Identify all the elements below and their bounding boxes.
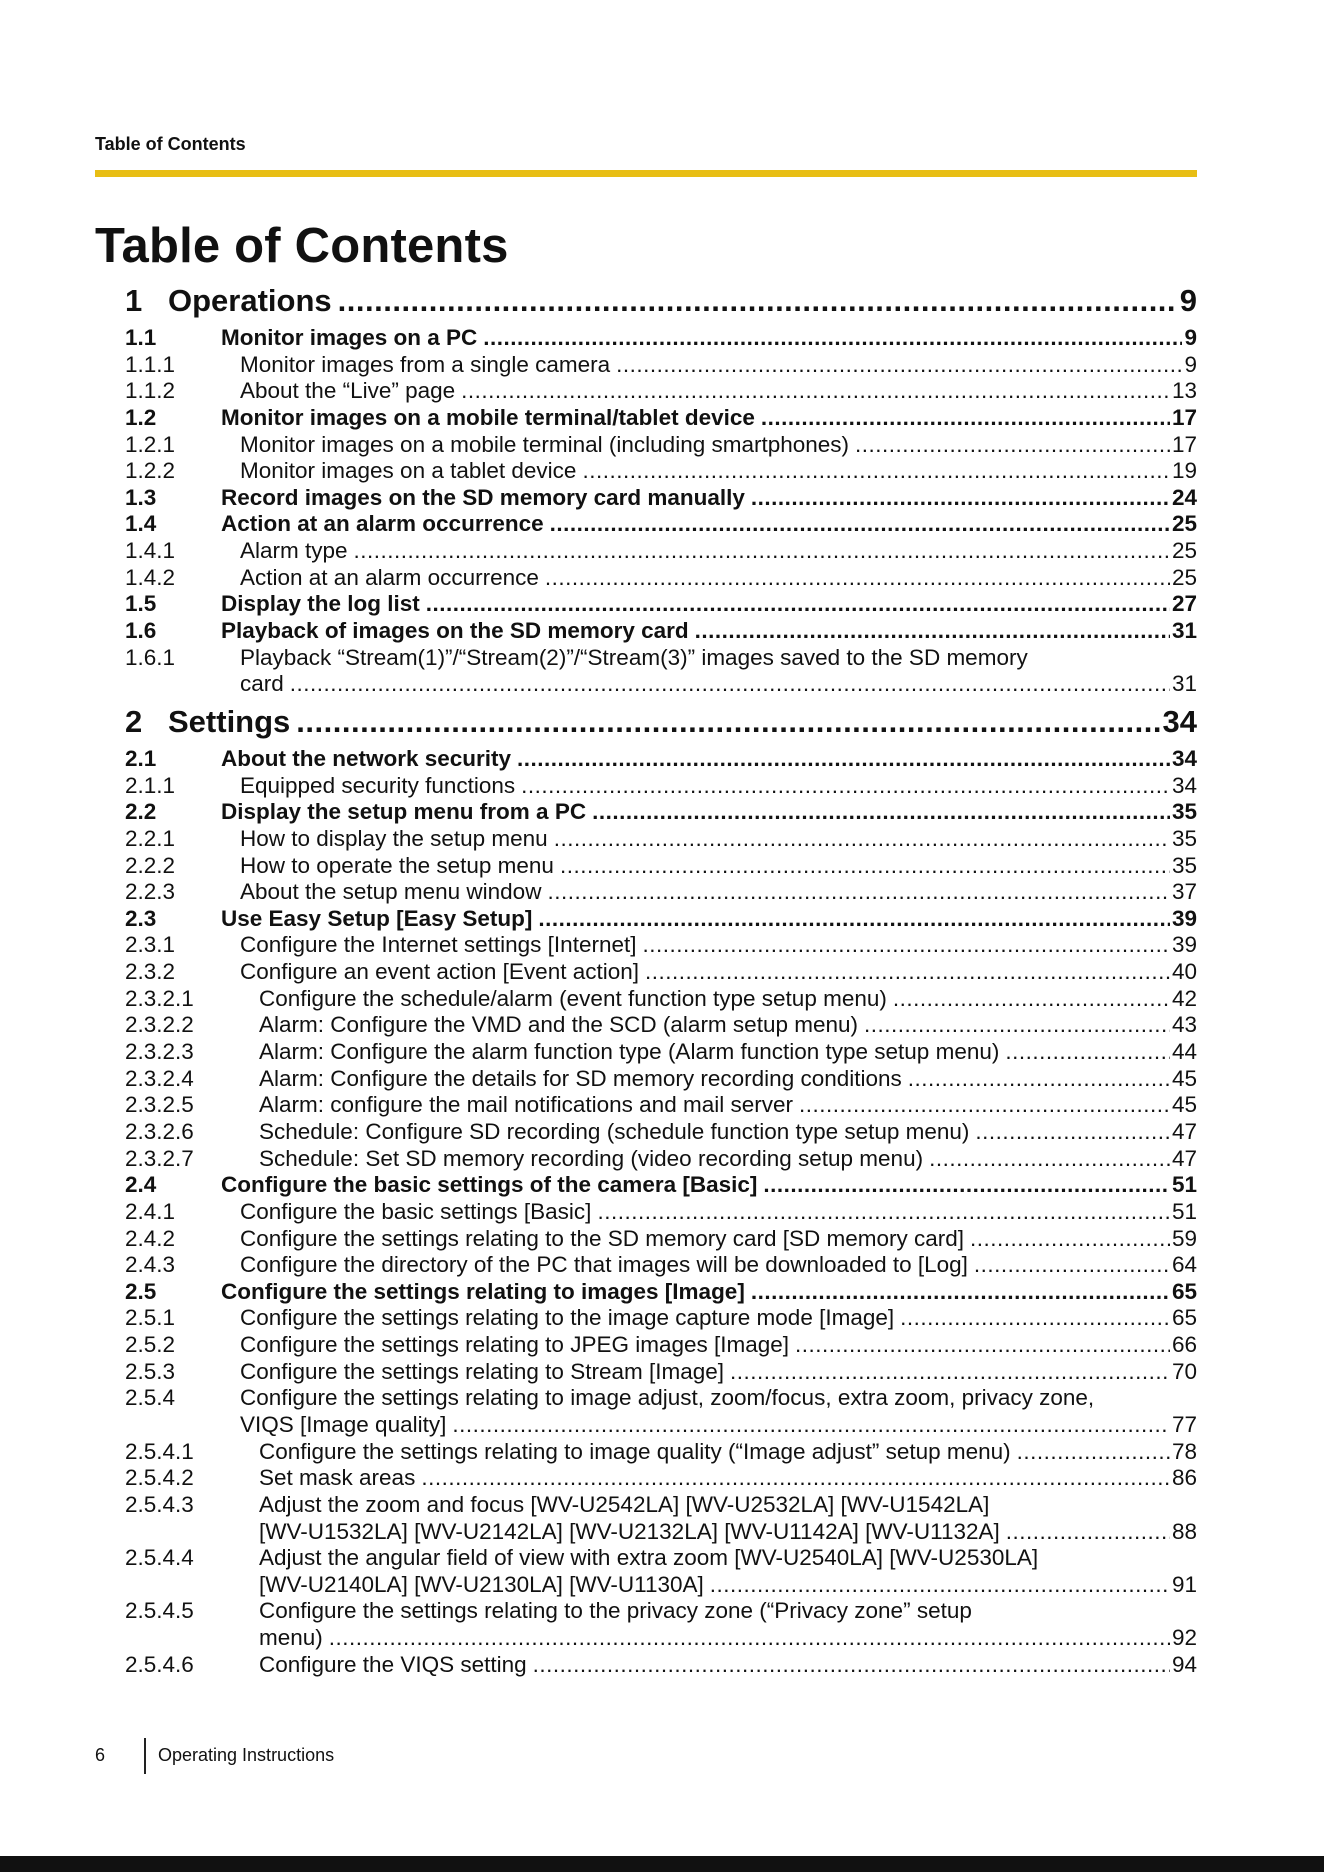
toc-entry[interactable] <box>125 1519 1197 1546</box>
entry-title: Configure the basic settings of the camera [Basic] <box>221 1172 758 1198</box>
toc-entry[interactable] <box>125 1172 1197 1199</box>
entry-title: Playback of images on the SD memory card <box>221 618 689 644</box>
leader-dots <box>761 405 1170 432</box>
entry-page: 78 <box>1171 1438 1197 1464</box>
leader-dots <box>975 1119 1170 1146</box>
entry-page: 39 <box>1171 905 1197 931</box>
toc-entry[interactable] <box>125 1572 1197 1599</box>
header-rule <box>95 170 1197 177</box>
toc-entry[interactable] <box>125 1252 1197 1279</box>
entry-page: 47 <box>1171 1145 1197 1171</box>
entry-page: 34 <box>1171 772 1197 798</box>
chapter-title-group <box>168 704 1163 740</box>
entry-page: 19 <box>1171 458 1197 484</box>
toc-entry[interactable] <box>125 565 1197 592</box>
toc-entry[interactable] <box>125 1545 1197 1572</box>
entry-number: 2.3.2.2 <box>125 1012 194 1038</box>
toc-entry[interactable] <box>125 1385 1197 1412</box>
entry-title: Display the setup menu from a PC <box>221 799 587 825</box>
leader-dots <box>974 1252 1170 1279</box>
entry-title: Monitor images on a mobile terminal (including smartphones) <box>240 431 850 457</box>
entry-title: Alarm: configure the mail notifications and mail server <box>259 1092 793 1118</box>
entry-title: Playback “Stream(1)”/“Stream(2)”/“Stream(3)” images saved to the SD memory <box>240 644 1028 670</box>
entry-title-group <box>221 1305 1172 1332</box>
entry-number: 1.1.2 <box>125 378 176 404</box>
entry-title: Alarm: Configure the alarm function type (Alarm function type setup menu) <box>259 1039 1000 1065</box>
entry-title-group <box>221 1625 1172 1652</box>
entry-number: 1.1.1 <box>125 351 176 377</box>
entry-page: 13 <box>1171 378 1197 404</box>
entry-title-group <box>221 1385 1197 1412</box>
toc-entry[interactable] <box>125 1625 1197 1652</box>
entry-title-group <box>221 511 1172 538</box>
entry-page: 31 <box>1171 618 1197 644</box>
entry-title-group <box>221 1332 1172 1359</box>
entry-page: 51 <box>1171 1172 1197 1198</box>
entry-number: 2.2.3 <box>125 879 176 905</box>
leader-dots <box>426 591 1170 618</box>
leader-dots <box>751 485 1170 512</box>
leader-dots <box>929 1146 1170 1173</box>
entry-number: 2.4.1 <box>125 1198 176 1224</box>
table-of-contents <box>125 283 1197 1678</box>
toc-entry[interactable] <box>125 1066 1197 1093</box>
toc-entry[interactable] <box>125 1039 1197 1066</box>
toc-entry[interactable] <box>125 1439 1197 1466</box>
toc-entry[interactable] <box>125 1146 1197 1173</box>
leader-dots <box>560 853 1170 880</box>
entry-title-group <box>221 959 1172 986</box>
entry-title-group <box>221 432 1172 459</box>
entry-title: Action at an alarm occurrence <box>240 564 539 590</box>
leader-dots <box>908 1066 1170 1093</box>
toc-entry[interactable] <box>125 1412 1197 1439</box>
toc-entry[interactable] <box>125 538 1197 565</box>
entry-title: menu) <box>259 1625 323 1651</box>
toc-entry[interactable] <box>125 1492 1197 1519</box>
leader-dots <box>799 1092 1170 1119</box>
entry-page: 35 <box>1171 825 1197 851</box>
entry-title-group <box>221 1252 1172 1279</box>
leader-dots <box>893 986 1170 1013</box>
toc-entry[interactable] <box>125 325 1197 352</box>
entry-title-group <box>221 799 1172 826</box>
entry-page: 65 <box>1171 1278 1197 1304</box>
toc-entry[interactable] <box>125 511 1197 538</box>
entry-number: 2.3.2.7 <box>125 1145 194 1171</box>
entry-title-group <box>221 565 1172 592</box>
footer-divider <box>144 1738 146 1774</box>
entry-title-group <box>221 1146 1172 1173</box>
entry-title: Configure the settings relating to JPEG images [Image] <box>240 1332 790 1358</box>
entry-page: 65 <box>1171 1305 1197 1331</box>
toc-entry[interactable] <box>125 1226 1197 1253</box>
chapter-title: Operations <box>168 283 332 318</box>
entry-page: 92 <box>1171 1625 1197 1651</box>
entry-title: Monitor images on a mobile terminal/tablet device <box>221 404 755 430</box>
entry-title-group <box>221 405 1172 432</box>
entry-title-group <box>221 1012 1172 1039</box>
entry-page: 66 <box>1171 1332 1197 1358</box>
entry-page: 25 <box>1171 564 1197 590</box>
entry-number: 2.3.2.5 <box>125 1092 194 1118</box>
entry-number: 2.5.4.1 <box>125 1438 194 1464</box>
entry-number: 2.5.1 <box>125 1305 176 1331</box>
entry-title: Adjust the zoom and focus [WV-U2542LA] [WV-U2532LA] [WV-U1542LA] <box>259 1491 990 1517</box>
toc-entry[interactable] <box>125 1199 1197 1226</box>
toc-entry[interactable] <box>125 645 1197 672</box>
entry-title-group <box>221 1039 1172 1066</box>
entry-title-group <box>221 1066 1172 1093</box>
leader-dots <box>597 1199 1170 1226</box>
entry-number: 2.3.2.3 <box>125 1039 194 1065</box>
toc-entry[interactable] <box>125 1332 1197 1359</box>
entry-page: 94 <box>1171 1651 1197 1677</box>
entry-page: 17 <box>1171 431 1197 457</box>
entry-title: Monitor images on a PC <box>221 325 478 350</box>
leader-dots <box>751 1279 1170 1306</box>
entry-number: 2.5.4 <box>125 1385 176 1411</box>
entry-title: How to operate the setup menu <box>240 852 554 878</box>
toc-entry[interactable] <box>125 1598 1197 1625</box>
entry-number: 2.1 <box>125 745 157 771</box>
entry-title: Display the log list <box>221 591 420 617</box>
leader-dots <box>1017 1439 1170 1466</box>
entry-title-group <box>221 1119 1172 1146</box>
leader-dots <box>645 959 1170 986</box>
leader-dots <box>290 671 1170 698</box>
entry-title-group <box>221 458 1172 485</box>
entry-title: Alarm type <box>240 538 348 564</box>
leader-dots <box>517 746 1170 773</box>
entry-page: 25 <box>1171 511 1197 537</box>
entry-number: 2.3.2.1 <box>125 985 194 1011</box>
entry-title: Configure the directory of the PC that images will be downloaded to [Log] <box>240 1252 968 1278</box>
entry-title: Record images on the SD memory card manually <box>221 484 745 510</box>
entry-number: 2.5.2 <box>125 1332 176 1358</box>
footer-page-number: 6 <box>95 1745 106 1765</box>
leader-dots <box>421 1465 1170 1492</box>
toc-entry[interactable] <box>125 671 1197 698</box>
leader-dots <box>354 538 1170 565</box>
chapter-number: 1 <box>125 283 143 318</box>
page-title: Table of Contents <box>95 219 509 273</box>
entry-title: Configure an event action [Event action] <box>240 959 640 985</box>
entry-title: Alarm: Configure the details for SD memory recording conditions <box>259 1065 902 1091</box>
entry-number: 1.2 <box>125 404 157 430</box>
toc-entry[interactable] <box>125 853 1197 880</box>
entry-title-group <box>221 485 1172 512</box>
entry-title: Configure the VIQS setting <box>259 1651 527 1677</box>
leader-dots <box>452 1412 1170 1439</box>
entry-number: 2.2.1 <box>125 825 176 851</box>
entry-title-group <box>221 645 1197 672</box>
entry-title-group <box>221 1598 1197 1625</box>
leader-dots <box>763 1172 1170 1199</box>
entry-number: 2.5.4.6 <box>125 1651 194 1677</box>
leader-dots <box>1006 1519 1170 1546</box>
entry-number: 2.1.1 <box>125 772 176 798</box>
entry-title-group <box>221 591 1172 618</box>
entry-title: Configure the settings relating to image quality (“Image adjust” setup menu) <box>259 1438 1011 1464</box>
entry-page: 44 <box>1171 1039 1197 1065</box>
entry-title: card <box>240 671 284 697</box>
leader-dots <box>710 1572 1170 1599</box>
entry-number: 2.5.3 <box>125 1358 176 1384</box>
leader-dots <box>547 879 1170 906</box>
leader-dots <box>592 799 1170 826</box>
entry-number: 2.3.2.6 <box>125 1118 194 1144</box>
leader-dots <box>550 511 1170 538</box>
toc-entry[interactable] <box>125 1092 1197 1119</box>
toc-entry[interactable] <box>125 959 1197 986</box>
leader-dots <box>461 378 1170 405</box>
entry-title: About the “Live” page <box>240 378 456 404</box>
entry-page: 34 <box>1171 745 1197 771</box>
running-head: Table of Contents <box>95 134 246 154</box>
entry-page: 86 <box>1171 1465 1197 1491</box>
entry-number: 2.2 <box>125 799 157 825</box>
entry-title-group <box>221 1226 1172 1253</box>
toc-entry[interactable] <box>125 826 1197 853</box>
footer-label: Operating Instructions <box>158 1745 335 1765</box>
toc-entry[interactable] <box>125 986 1197 1013</box>
entry-number: 2.3.2 <box>125 959 176 985</box>
leader-dots <box>695 618 1170 645</box>
entry-page: 9 <box>1184 325 1197 350</box>
entry-number: 1.1 <box>125 325 157 350</box>
entry-number: 2.4 <box>125 1172 157 1198</box>
entry-title: Schedule: Set SD memory recording (video recording setup menu) <box>259 1145 924 1171</box>
entry-title: Configure the settings relating to the SD memory card [SD memory card] <box>240 1225 965 1251</box>
entry-page: 88 <box>1171 1518 1197 1544</box>
entry-number: 2.5.4.4 <box>125 1545 194 1571</box>
toc-entry[interactable] <box>125 799 1197 826</box>
leader-dots <box>483 325 1182 352</box>
entry-number: 2.5 <box>125 1278 157 1304</box>
entry-number: 1.4.2 <box>125 564 176 590</box>
toc-entry[interactable] <box>125 352 1197 379</box>
toc-entry[interactable] <box>125 1359 1197 1386</box>
entry-title-group <box>221 1572 1172 1599</box>
entry-title-group <box>221 1652 1172 1679</box>
entry-page: 64 <box>1171 1252 1197 1278</box>
toc-entry[interactable] <box>125 746 1197 773</box>
entry-page: 37 <box>1171 879 1197 905</box>
entry-title-group <box>221 1545 1197 1572</box>
leader-dots <box>643 932 1170 959</box>
entry-title-group <box>221 618 1172 645</box>
entry-title: Configure the basic settings [Basic] <box>240 1198 592 1224</box>
entry-title-group <box>221 932 1172 959</box>
entry-title-group <box>221 325 1184 352</box>
entry-title: Configure the settings relating to the image capture mode [Image] <box>240 1305 895 1331</box>
toc-entry[interactable] <box>125 1305 1197 1332</box>
chapter-title-group <box>168 283 1180 319</box>
entry-title: How to display the setup menu <box>240 825 548 851</box>
chapter-title: Settings <box>168 703 291 739</box>
entry-page: 43 <box>1171 1012 1197 1038</box>
entry-page: 25 <box>1171 538 1197 564</box>
leader-dots <box>900 1305 1170 1332</box>
toc-chapter-1[interactable] <box>125 283 1197 325</box>
entry-title: Use Easy Setup [Easy Setup] <box>221 905 533 931</box>
entry-page: 51 <box>1171 1198 1197 1224</box>
entry-number: 1.4 <box>125 511 157 537</box>
leader-dots <box>296 704 1160 740</box>
toc-entry[interactable] <box>125 1465 1197 1492</box>
entry-title-group <box>221 1519 1172 1546</box>
entry-title: Monitor images on a tablet device <box>240 458 577 484</box>
entry-number: 2.5.4.3 <box>125 1491 194 1517</box>
leader-dots <box>582 458 1170 485</box>
entry-title-group <box>221 986 1172 1013</box>
entry-page: 91 <box>1171 1571 1197 1597</box>
entry-title-group <box>221 773 1172 800</box>
entry-title-group <box>221 1092 1172 1119</box>
leader-dots <box>521 773 1170 800</box>
leader-dots <box>538 906 1170 933</box>
entry-title-group <box>221 1439 1172 1466</box>
entry-number: 2.4.3 <box>125 1252 176 1278</box>
entry-page: 45 <box>1171 1092 1197 1118</box>
toc-entry[interactable] <box>125 485 1197 512</box>
leader-dots <box>730 1359 1170 1386</box>
entry-title-group <box>221 1172 1172 1199</box>
entry-title: [WV-U1532LA] [WV-U2142LA] [WV-U2132LA] [WV-U1142A] [WV-U1132A] <box>259 1518 1000 1544</box>
entry-number: 2.3 <box>125 905 157 931</box>
toc-entry[interactable] <box>125 879 1197 906</box>
toc-entry[interactable] <box>125 1119 1197 1146</box>
entry-title-group <box>221 671 1172 698</box>
toc-chapter-2[interactable] <box>125 704 1197 746</box>
entry-page: 39 <box>1171 932 1197 958</box>
toc-entry[interactable] <box>125 618 1197 645</box>
toc-entry[interactable] <box>125 458 1197 485</box>
entry-title: Monitor images from a single camera <box>240 351 611 377</box>
entry-number: 2.3.2.4 <box>125 1065 194 1091</box>
entry-page: 27 <box>1171 591 1197 617</box>
toc-entry[interactable] <box>125 1652 1197 1679</box>
entry-title: Action at an alarm occurrence <box>221 511 544 537</box>
toc-entry[interactable] <box>125 378 1197 405</box>
entry-number: 1.5 <box>125 591 157 617</box>
scan-bottom-edge <box>0 1856 1324 1872</box>
entry-title-group <box>221 853 1172 880</box>
chapter-number: 2 <box>125 703 143 739</box>
entry-title-group <box>221 1465 1172 1492</box>
leader-dots <box>970 1226 1170 1253</box>
entry-page: 42 <box>1171 985 1197 1011</box>
entry-title-group <box>221 1199 1172 1226</box>
entry-page: 47 <box>1171 1118 1197 1144</box>
entry-title-group <box>221 746 1172 773</box>
entry-title: Equipped security functions <box>240 772 516 798</box>
entry-number: 2.5.4.5 <box>125 1598 194 1624</box>
entry-number: 2.2.2 <box>125 852 176 878</box>
entry-title: Configure the settings relating to the privacy zone (“Privacy zone” setup <box>259 1598 972 1624</box>
chapter-page: 9 <box>1179 283 1197 318</box>
entry-number: 2.4.2 <box>125 1225 176 1251</box>
entry-number: 2.5.4.2 <box>125 1465 194 1491</box>
toc-entry[interactable] <box>125 591 1197 618</box>
entry-title: About the network security <box>221 745 512 771</box>
entry-title-group <box>221 352 1184 379</box>
entry-page: 9 <box>1184 351 1197 377</box>
entry-title: Configure the settings relating to image adjust, zoom/focus, extra zoom, privacy zone, <box>240 1385 1095 1411</box>
entry-title: VIQS [Image quality] <box>240 1411 447 1437</box>
entry-title-group <box>221 1359 1172 1386</box>
toc-entry[interactable] <box>125 405 1197 432</box>
entry-number: 2.3.1 <box>125 932 176 958</box>
entry-number: 1.2.2 <box>125 458 176 484</box>
entry-number: 1.2.1 <box>125 431 176 457</box>
entry-title-group <box>221 826 1172 853</box>
leader-dots <box>616 352 1182 379</box>
entry-number: 1.3 <box>125 484 157 510</box>
leader-dots <box>855 432 1170 459</box>
toc-entry[interactable] <box>125 1012 1197 1039</box>
leader-dots <box>329 1625 1170 1652</box>
entry-page: 59 <box>1171 1225 1197 1251</box>
toc-entry[interactable] <box>125 906 1197 933</box>
leader-dots <box>533 1652 1170 1679</box>
entry-title-group <box>221 1412 1172 1439</box>
entry-title: [WV-U2140LA] [WV-U2130LA] [WV-U1130A] <box>259 1571 704 1597</box>
entry-page: 35 <box>1171 852 1197 878</box>
leader-dots <box>864 1012 1170 1039</box>
entry-title: Configure the schedule/alarm (event function type setup menu) <box>259 985 887 1011</box>
entry-title: Configure the Internet settings [Internet] <box>240 932 637 958</box>
entry-page: 24 <box>1171 484 1197 510</box>
entry-title: Configure the settings relating to Stream [Image] <box>240 1358 725 1384</box>
entry-title-group <box>221 1279 1172 1306</box>
toc-entry[interactable] <box>125 1279 1197 1306</box>
toc-entry[interactable] <box>125 773 1197 800</box>
leader-dots <box>545 565 1170 592</box>
entry-title-group <box>221 906 1172 933</box>
entry-title-group <box>221 1492 1197 1519</box>
entry-title: Configure the settings relating to images [Image] <box>221 1278 745 1304</box>
entry-number: 1.6.1 <box>125 644 176 670</box>
entry-page: 40 <box>1171 959 1197 985</box>
entry-title: Set mask areas <box>259 1465 416 1491</box>
entry-page: 31 <box>1171 671 1197 697</box>
toc-entry[interactable] <box>125 932 1197 959</box>
entry-title: Schedule: Configure SD recording (schedule function type setup menu) <box>259 1118 970 1144</box>
entry-number: 1.4.1 <box>125 538 176 564</box>
entry-title: Alarm: Configure the VMD and the SCD (alarm setup menu) <box>259 1012 858 1038</box>
entry-page: 70 <box>1171 1358 1197 1384</box>
entry-title-group <box>221 378 1172 405</box>
entry-number: 1.6 <box>125 618 157 644</box>
leader-dots <box>554 826 1170 853</box>
entry-title: Adjust the angular field of view with extra zoom [WV-U2540LA] [WV-U2530LA] <box>259 1545 1039 1571</box>
entry-page: 77 <box>1171 1411 1197 1437</box>
entry-page: 17 <box>1171 404 1197 430</box>
entry-page: 35 <box>1171 799 1197 825</box>
leader-dots <box>795 1332 1170 1359</box>
toc-entry[interactable] <box>125 432 1197 459</box>
entry-title-group <box>221 538 1172 565</box>
leader-dots <box>1005 1039 1170 1066</box>
leader-dots <box>338 283 1178 319</box>
chapter-page: 34 <box>1162 703 1197 739</box>
entry-title: About the setup menu window <box>240 879 542 905</box>
entry-page: 45 <box>1171 1065 1197 1091</box>
entry-title-group <box>221 879 1172 906</box>
